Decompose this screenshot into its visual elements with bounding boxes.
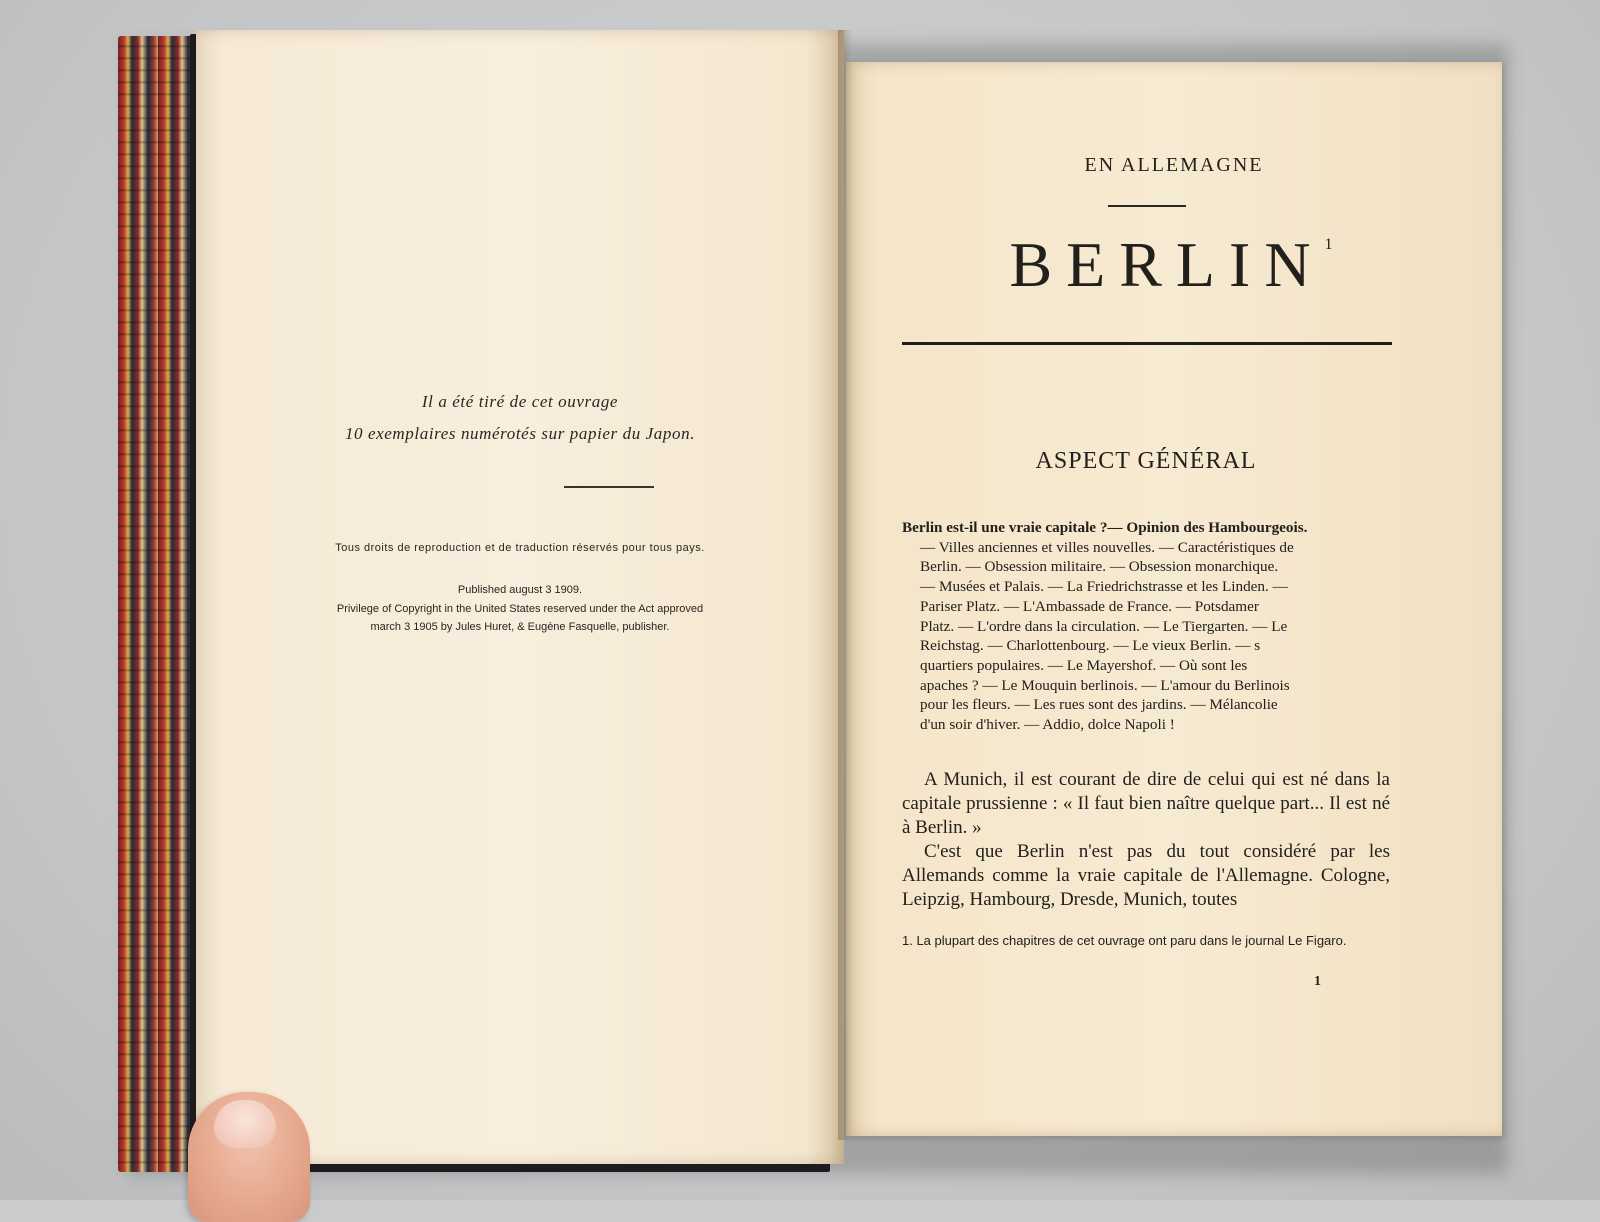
summary-line: Platz. — L'ordre dans la circulation. — Le Tiergarten. — Le: [920, 617, 1288, 635]
header-rule: [1108, 205, 1186, 207]
summary-line: apaches ? — Le Mouquin berlinois. — L'amour du Berlinois: [920, 676, 1290, 694]
right-page: [846, 62, 1502, 1136]
summary-line: Reichstag. — Charlottenbourg. — Le vieux Berlin. — s: [920, 637, 1261, 655]
chapter-title: [846, 228, 1496, 302]
title-rule: [902, 342, 1392, 345]
summary-line: quartiers populaires. — Le Mayershof. — Où sont les: [920, 656, 1248, 674]
copyright-privilege-line-2: march 3 1905 by Jules Huret, & Eugène Fasquelle, publisher.: [370, 621, 670, 633]
running-header: EN ALLEMAGNE: [1084, 154, 1264, 176]
summary-line: — Villes anciennes et villes nouvelles. — Caractéristiques de: [920, 538, 1294, 556]
summary-line: Berlin. — Obsession militaire. — Obsession monarchique.: [920, 558, 1279, 576]
chapter-title-text: BERLIN: [1009, 229, 1325, 300]
summary-line: Pariser Platz. — L'Ambassade de France. — Potsdamer: [920, 597, 1259, 615]
body-paragraph: A Munich, il est courant de dire de celui qui est né dans la capitale prussienne : « Il faut bien naître quelque part... Il est né à Berlin. »: [902, 769, 1390, 838]
title-footnote-mark: 1: [1324, 236, 1333, 253]
edition-note-line-2: 10 exemplaires numérotés sur papier du Japon.: [344, 424, 696, 443]
chapter-summary: [902, 518, 1390, 735]
edition-note-line-1: Il a été tiré de cet ouvrage: [421, 392, 619, 411]
marbled-endpaper: [118, 36, 198, 1172]
footnote: 1. La plupart des chapitres de cet ouvrage ont paru dans le journal Le Figaro.: [902, 933, 1347, 948]
summary-line: — Musées et Palais. — La Friedrichstrasse et les Linden. —: [920, 578, 1288, 596]
summary-line: pour les fleurs. — Les rues sont des jardins. — Mélancolie: [920, 696, 1278, 714]
body-text: [902, 768, 1390, 912]
summary-line: d'un soir d'hiver. — Addio, dolce Napoli !: [920, 716, 1175, 734]
page-number: 1: [1314, 974, 1321, 989]
section-heading: ASPECT GÉNÉRAL: [1035, 448, 1257, 474]
published-date: Published august 3 1909.: [457, 584, 583, 596]
copyright-privilege-line-1: Privilege of Copyright in the United States reserved under the Act approved: [336, 603, 704, 615]
divider-rule: [564, 486, 654, 488]
summary-line: Berlin est-il une vraie capitale ?— Opinion des Hambourgeois.: [902, 519, 1308, 536]
body-paragraph: C'est que Berlin n'est pas du tout considéré par les Allemands comme la vraie capitale de l'Allemagne. Cologne, Leipzig, Hambourg, Dresde, Munich, toutes: [902, 841, 1390, 910]
thumbnail-nail: [214, 1100, 276, 1148]
left-page: [196, 30, 844, 1164]
book-gutter: [838, 30, 852, 1140]
rights-notice: Tous droits de reproduction et de traduction réservés pour tous pays.: [335, 542, 705, 554]
